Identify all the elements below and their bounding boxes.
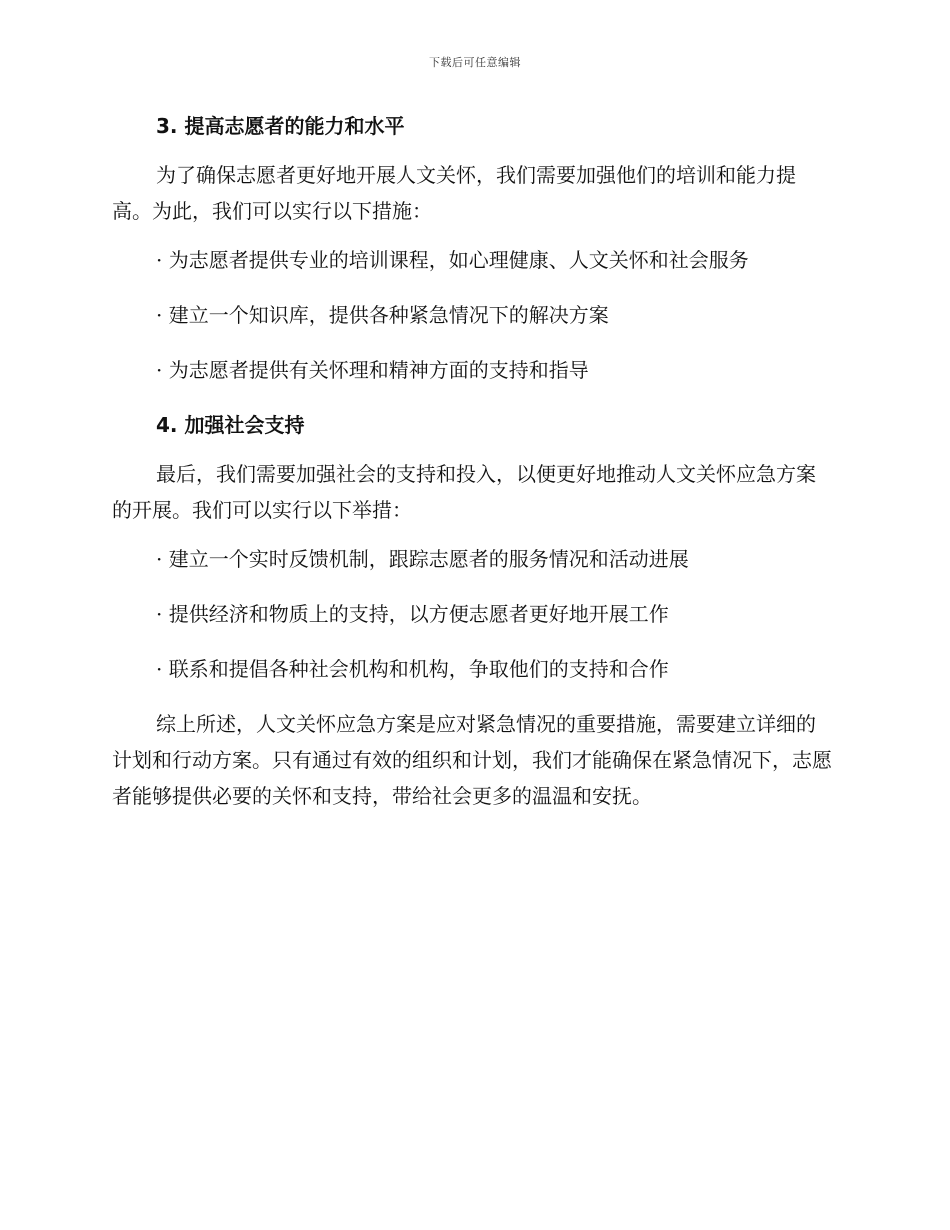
section-4-paragraph: 最后，我们需要加强社会的支持和投入，以便更好地推动人文关怀应急方案的开展。我们可以实行以下举措： [112,462,816,522]
list-item: · 为志愿者提供有关怀理和精神方面的支持和指导 [156,358,589,382]
list-item: · 建立一个实时反馈机制，跟踪志愿者的服务情况和活动进展 [156,547,689,571]
section-3-paragraph: 为了确保志愿者更好地开展人文关怀，我们需要加强他们的培训和能力提高。为此，我们可以实行以下措施： [112,163,796,223]
list-item: · 建立一个知识库，提供各种紧急情况下的解决方案 [156,303,609,327]
document-body [112,108,834,827]
section-heading-3: 3. 提高志愿者的能力和水平 [156,114,405,138]
list-item: · 联系和提倡各种社会机构和机构，争取他们的支持和合作 [156,657,669,681]
list-item: · 为志愿者提供专业的培训课程，如心理健康、人文关怀和社会服务 [156,248,749,272]
list-item: · 提供经济和物质上的支持，以方便志愿者更好地开展工作 [156,602,669,626]
page-header: 下载后可任意编辑 [429,56,521,69]
conclusion-paragraph: 综上所述，人文关怀应急方案是应对紧急情况的重要措施，需要建立详细的计划和行动方案。只有通过有效的组织和计划，我们才能确保在紧急情况下，志愿者能够提供必要的关怀和支持，带给社会更多的温温和安抚。 [112,712,832,808]
section-heading-4: 4. 加强社会支持 [156,413,305,437]
